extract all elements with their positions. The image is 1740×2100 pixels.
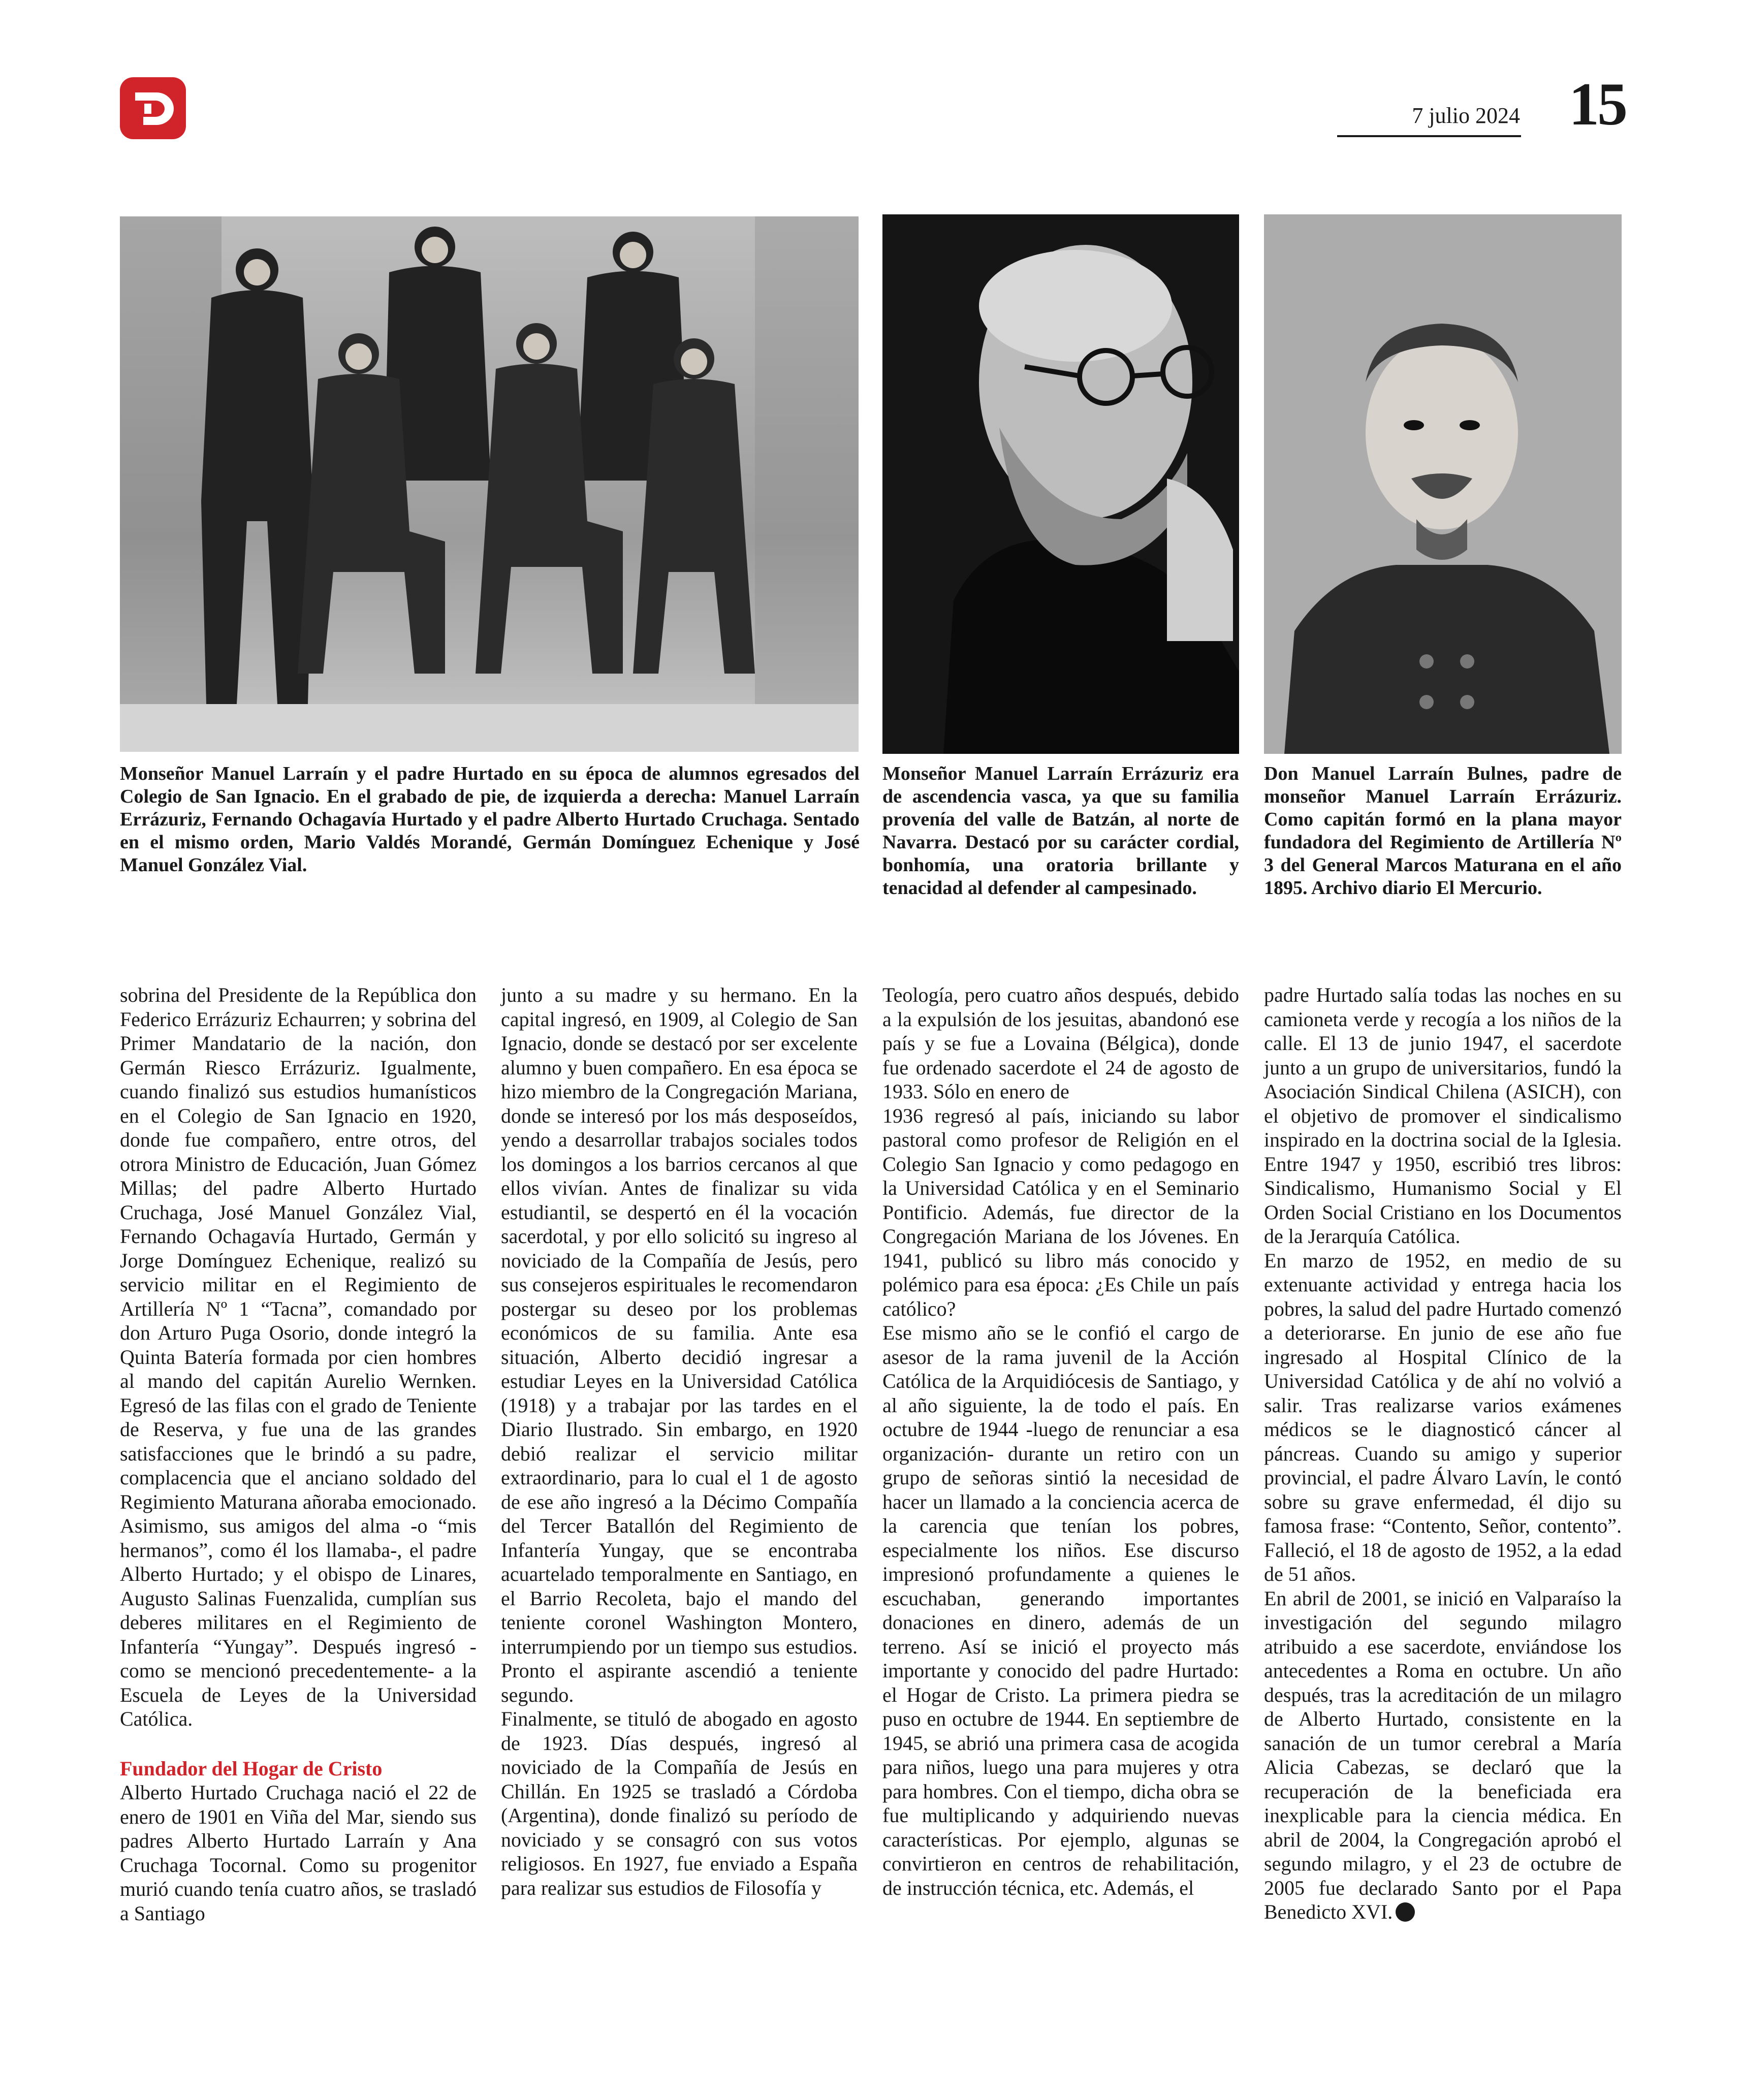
date-divider [1337, 135, 1521, 137]
captain-portrait [1264, 214, 1622, 754]
captain-photo-caption: Don Manuel Larraín Bulnes, padre de monseñor Manuel Larraín Errázuriz. Como capitán formó en la plana mayor fundadora del Regimiento de Artillería Nº 3 del General Marcos Maturana en el año 1895. Archivo diario El Mercurio. [1264, 763, 1622, 899]
section-subheading: Fundador del Hogar de Cristo [120, 1757, 383, 1780]
paragraph: sobrina del Presidente de la República don Federico Errázuriz Echaurren; y sobrina del Primer Mandatario de la nación, don Germán Riesco Errázuriz. Igualmente, cuando finalizó sus estudios humanísticos en el Colegio de San Ignacio en 1920, donde fue compañero, entre otros, del otrora Ministro de Educación, Juan Gómez Millas; del padre Alberto Hurtado Cruchaga, José Manuel González Vial, Fernando Ochagavía Hurtado, Germán y Jorge Domínguez Echenique, realizó su servicio militar en el Regimiento de Artillería Nº 1 “Tacna”, comandado por don Arturo Puga Osorio, donde integró la Quinta Batería formada por cien hombres al mando del capitán Aurelio Wernken. Egresó de las filas con el grado de Teniente de Reserva, y fue una de las grandes satisfacciones que le brindó a su padre, complacencia que el anciano soldado del Regimiento Maturana añoraba emocionado. Asimismo, sus amigos del alma -o “mis hermanos”, como él los llamaba-, el padre Alberto Hurtado; y el obispo de Linares, Augusto Salinas Fuenzalida, cumplían sus deberes militares en el Regimiento de Infantería “Yungay”. Después ingresó -como se mencionó precedentemente- a la Escuela de Leyes de la Universidad Católica. [120, 983, 477, 1730]
end-of-article-icon [1396, 1902, 1415, 1922]
paragraph: Teología, pero cuatro años después, debido a la expulsión de los jesuitas, abandonó ese país y se fue a Lovaina (Bélgica), donde fue ordenado sacerdote el 24 de agosto de 1933. Sólo en enero de [882, 983, 1239, 1103]
monsenor-photo-caption: Monseñor Manuel Larraín Errázuriz era de ascendencia vasca, ya que su familia provenía del valle de Batzán, al norte de Navarra. Destacó por su carácter cordial, bonhomía, una oratoria brillante y tenacidad al defender al campesinado. [882, 763, 1239, 899]
paragraph: Ese mismo año se le confió el cargo de asesor de la rama juvenil de la Acción Católica de la Arquidiócesis de Santiago, y al año siguiente, la de todo el país. En octubre de 1944 -luego de renunciar a esa organización- durante un retiro con un grupo de señoras sintió la necesidad de hacer un llamado a la conciencia acerca de la carencia que tenían los pobres, especialmente los niños. Ese discurso impresionó profundamente a quienes le escuchaban, generando importantes donaciones en dinero, además de un terreno. Así se inició el proyecto más importante y conocido del padre Hurtado: el Hogar de Cristo. La primera piedra se puso en octubre de 1944. En septiembre de 1945, se abrió una primera casa de acogida para niños, luego una para mujeres y otra para hombres. Con el tiempo, dicha obra se fue multiplicando y adquiriendo nuevas características. Por ejemplo, algunas se convirtieron en centros de rehabilitación, de instrucción técnica, etc. Además, el [882, 1321, 1239, 1899]
paragraph: En marzo de 1952, en medio de su extenuante actividad y entrega hacia los pobres, la salud del padre Hurtado comenzó a deteriorarse. En junio de ese año fue ingresado al Hospital Clínico de la Universidad Católica y de ahí no volvió a salir. Tras realizarse varios exámenes médicos se le diagnosticó cáncer al páncreas. Cuando su amigo y superior provincial, el padre Álvaro Lavín, le contó sobre su grave enfermedad, él dijo su famosa frase: “Contento, Señor, contento”. Falleció, el 18 de agosto de 1952, a la edad de 51 años. [1264, 1249, 1622, 1585]
paragraph: padre Hurtado salía todas las noches en su camioneta verde y recogía a los niños de la calle. El 13 de junio 1947, el sacerdote junto a un grupo de universitarios, fundó la Asociación Sindical Chilena (ASICH), con el objetivo de promover el sindicalismo inspirado en la doctrina social de la Iglesia. Entre 1947 y 1950, escribió tres libros: Sindicalismo, Humanismo Social y El Orden Social Cristiano en los Documentos de la Jerarquía Católica. [1264, 983, 1622, 1248]
article-column-2 [501, 983, 858, 1900]
paragraph: Alberto Hurtado Cruchaga nació el 22 de enero de 1901 en Viña del Mar, siendo sus padres Alberto Hurtado Larraín y Ana Cruchaga Tocornal. Como su progenitor murió cuando tenía cuatro años, se trasladó a Santiago [120, 1781, 477, 1925]
article-column-1 [120, 983, 477, 1925]
article-column-4 [1264, 983, 1622, 1924]
page-number: 15 [1569, 70, 1626, 138]
paragraph: junto a su madre y su hermano. En la capital ingresó, en 1909, al Colegio de San Ignacio, donde se destacó por ser excelente alumno y buen compañero. En esa época se hizo miembro de la Congregación Mariana, donde se interesó por los más desposeídos, yendo a desarrollar trabajos sociales todos los domingos a los barrios cercanos al que ellos vivían. Antes de finalizar su vida estudiantil, se despertó en él la vocación sacerdotal, y por ello solicitó su ingreso al noviciado de la Compañía de Jesús, pero sus consejeros espirituales le recomendaron postergar su deseo por los problemas económicos de su familia. Ante esa situación, Alberto decidió ingresar a estudiar Leyes en la Universidad Católica (1918) y a trabajar por las tardes en el Diario Ilustrado. Sin embargo, en 1920 debió realizar el servicio militar extraordinario, para lo cual el 1 de agosto de ese año ingresó a la Décimo Compañía del Tercer Batallón del Regimiento de Infantería Yungay, que se encontraba acuartelado temporalmente en Santiago, en el Barrio Recoleta, bajo el mando del teniente coronel Washington Montero, interrumpiendo por un tiempo sus estudios. Pronto el aspirante ascendió a teniente segundo. [501, 983, 858, 1706]
issue-date: 7 julio 2024 [1412, 103, 1520, 128]
newspaper-logo-icon [120, 77, 186, 139]
paragraph: Finalmente, se tituló de abogado en agosto de 1923. Días después, ingresó al noviciado de la Compañía de Jesús en Chillán. En 1925 se trasladó a Córdoba (Argentina), donde finalizó su período de noviciado y se consagró con sus votos religiosos. En 1927, fue enviado a España para realizar sus estudios de Filosofía y [501, 1707, 858, 1899]
paragraph-text: En abril de 2001, se inició en Valparaíso la investigación del segundo milagro atribuido a ese sacerdote, enviándose los antecedentes a Roma en octubre. Un año después, tras la acreditación de un milagro de Alberto Hurtado, consistente en la sanación de un tumor cerebral a María Alicia Cabezas, se declaró que la recuperación de la beneficiada era inexplicable para la ciencia médica. En abril de 2004, la Congregación aprobó el segundo milagro, y el 23 de octubre de 2005 fue declarado Santo por el Papa Benedicto XVI. [1264, 1586, 1622, 1923]
group-photo-caption: Monseñor Manuel Larraín y el padre Hurtado en su época de alumnos egresados del Colegio de San Ignacio. En el grabado de pie, de izquierda a derecha: Manuel Larraín Errázuriz, Fernando Ochagavía Hurtado y el padre Alberto Hurtado Cruchaga. Sentado en el mismo orden, Mario Valdés Morandé, Germán Domínguez Echenique y José Manuel González Vial. [120, 763, 860, 876]
group-photo [120, 216, 859, 752]
monsenor-portrait [882, 214, 1239, 754]
article-column-3 [882, 983, 1239, 1900]
paragraph-final [1264, 1586, 1622, 1924]
paragraph: 1936 regresó al país, iniciando su labor pastoral como profesor de Religión en el Colegio San Ignacio y como pedagogo en la Universidad Católica y en el Seminario Pontificio. Además, fue director de la Congregación Mariana de los Jóvenes. En 1941, publicó su libro más conocido y polémico para esa época: ¿Es Chile un país católico? [882, 1104, 1239, 1320]
